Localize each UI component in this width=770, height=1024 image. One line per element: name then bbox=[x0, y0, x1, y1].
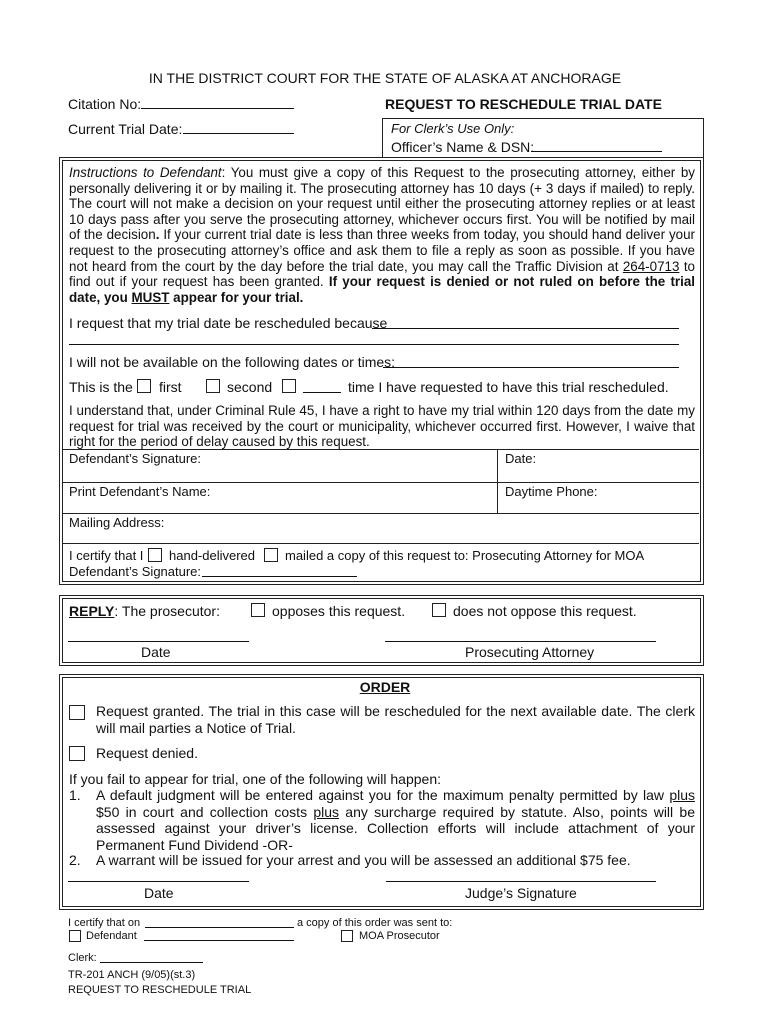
instructions-warning: date, you bbox=[69, 289, 132, 305]
order-date-input[interactable] bbox=[68, 881, 249, 882]
instructions-line: If your current trial date is less than three weeks from today, you should hand deliver your bbox=[159, 227, 696, 243]
instructions-line: not heard from the court by the day before the trial date, you may call the Traffic Division at bbox=[69, 258, 623, 274]
order-title: ORDER bbox=[359, 679, 411, 695]
citation-label: Citation No: bbox=[68, 96, 142, 112]
item2-text: A warrant will be issued for your arrest and you will be assessed an additional $75 fee. bbox=[96, 852, 631, 868]
item1-line: $50 in court and collection costs bbox=[96, 803, 314, 820]
instructions-line: request to the prosecuting attorney’s office and ask them to file a reply as soon as possible. If you have bbox=[69, 242, 695, 258]
mailing-address-label: Mailing Address: bbox=[69, 515, 165, 530]
clerk-label: Clerk: bbox=[68, 952, 97, 964]
instructions-lead: Instructions to Defendant bbox=[69, 165, 222, 180]
certify-label: I certify that I bbox=[69, 548, 144, 563]
form-title: REQUEST TO RESCHEDULE TRIAL DATE bbox=[385, 96, 662, 112]
print-name-label: Print Defendant’s Name: bbox=[69, 484, 211, 499]
prosecuting-attorney-label: Prosecuting Attorney bbox=[465, 644, 595, 660]
current-trial-input[interactable] bbox=[183, 133, 294, 134]
first-label: first bbox=[159, 379, 182, 395]
item1-line: Permanent Fund Dividend -OR- bbox=[96, 836, 293, 853]
defendant-checkbox[interactable] bbox=[69, 930, 81, 942]
defendant-signature2-label: Defendant’s Signature: bbox=[69, 564, 202, 579]
reply-date-input[interactable] bbox=[68, 641, 249, 642]
item1-line: A default judgment will be entered against you for the maximum penalty permitted by law bbox=[96, 787, 670, 803]
fail-intro: If you fail to appear for trial, one of the following will happen: bbox=[69, 771, 441, 787]
traffic-phone-link[interactable]: 264-0713 bbox=[622, 258, 680, 274]
grid-divider bbox=[62, 482, 699, 483]
opposes-checkbox[interactable] bbox=[251, 603, 265, 617]
defendant-address-input[interactable] bbox=[144, 940, 294, 941]
item1-plus: plus bbox=[313, 803, 340, 820]
instructions-warning: appear for your trial. bbox=[169, 289, 304, 305]
certify-date-input[interactable] bbox=[145, 927, 294, 928]
reason-input-line2[interactable] bbox=[69, 344, 679, 345]
instructions-warning: If your request is denied or not ruled on before the trial bbox=[328, 274, 696, 290]
item1-plus: plus bbox=[669, 787, 695, 803]
does-not-oppose-checkbox[interactable] bbox=[432, 603, 446, 617]
first-checkbox[interactable] bbox=[137, 379, 151, 393]
denied-checkbox[interactable] bbox=[69, 746, 85, 761]
item1-line: assessed against your driver’s license. Collection efforts will include attachment of your bbox=[96, 820, 695, 836]
instructions-line: to bbox=[679, 258, 695, 274]
hand-delivered-checkbox[interactable] bbox=[148, 548, 162, 562]
instructions-line: The court will not make a decision on your request until either the prosecuting attorney replies or at least bbox=[69, 196, 695, 212]
judge-signature-input[interactable] bbox=[386, 881, 656, 882]
reason-input[interactable] bbox=[372, 328, 679, 329]
date-label: Date: bbox=[505, 451, 537, 466]
instructions bbox=[69, 165, 695, 305]
waiver-line: request for trial was received by the court or municipality, whichever occurred first. However, I waive that bbox=[69, 418, 695, 434]
reply-label bbox=[69, 603, 220, 620]
mailed-label: mailed a copy of this request to: Prosecuting Attorney for MOA bbox=[285, 548, 645, 563]
instructions-line: of the decision bbox=[69, 227, 156, 243]
current-trial-label: Current Trial Date: bbox=[68, 121, 183, 137]
reason-label: I request that my trial date be rescheduled because bbox=[69, 315, 388, 331]
form-name: REQUEST TO RESCHEDULE TRIAL bbox=[68, 984, 252, 996]
instructions-line: personally delivering it or by mailing it. The prosecuting attorney has 10 days (+ 3 days if mailed) to reply. bbox=[69, 180, 695, 196]
instructions-must: MUST bbox=[131, 289, 170, 305]
second-checkbox[interactable] bbox=[206, 379, 220, 393]
moa-prosecutor-label: MOA Prosecutor bbox=[359, 930, 440, 942]
does-not-oppose-label: does not oppose this request. bbox=[453, 603, 637, 619]
granted-text bbox=[96, 703, 695, 737]
reply-heading: REPLY bbox=[69, 603, 115, 619]
instructions-line: find out if your request has been granted. bbox=[69, 274, 329, 290]
clerk-input[interactable] bbox=[100, 962, 203, 963]
instructions-period: . bbox=[155, 227, 160, 243]
certify-on-label: I certify that on bbox=[68, 917, 141, 929]
unavailable-input[interactable] bbox=[383, 367, 679, 368]
moa-prosecutor-checkbox[interactable] bbox=[341, 930, 353, 942]
denied-label: Request denied. bbox=[96, 745, 198, 761]
second-label: second bbox=[227, 379, 273, 395]
opposes-label: opposes this request. bbox=[272, 603, 406, 619]
court-title: IN THE DISTRICT COURT FOR THE STATE OF ALASKA AT ANCHORAGE bbox=[148, 70, 622, 86]
grid-divider-vertical bbox=[497, 449, 498, 513]
prosecuting-attorney-input[interactable] bbox=[385, 641, 656, 642]
grid-divider bbox=[62, 449, 699, 450]
item1-text bbox=[96, 787, 695, 853]
item2-number: 2. bbox=[69, 852, 81, 868]
officer-input[interactable] bbox=[531, 151, 662, 152]
grid-divider bbox=[62, 513, 699, 514]
officer-label: Officer’s Name & DSN: bbox=[391, 139, 535, 155]
copy-sent-label: a copy of this order was sent to: bbox=[297, 917, 453, 929]
other-checkbox[interactable] bbox=[282, 379, 296, 393]
this-is-the-label: This is the bbox=[69, 379, 133, 395]
waiver-text bbox=[69, 403, 695, 450]
item1-line: any surcharge required by statute. Also, points will be bbox=[339, 803, 695, 820]
unavailable-label: I will not be available on the following dates or times: bbox=[69, 354, 396, 370]
grid-divider bbox=[62, 543, 699, 544]
other-count-input[interactable] bbox=[303, 392, 341, 393]
daytime-phone-label: Daytime Phone: bbox=[505, 484, 598, 499]
defendant-label: Defendant bbox=[86, 930, 137, 942]
citation-input[interactable] bbox=[141, 108, 294, 109]
mailed-checkbox[interactable] bbox=[264, 548, 278, 562]
reply-date-label: Date bbox=[141, 644, 171, 660]
granted-checkbox[interactable] bbox=[69, 705, 85, 720]
waiver-line: right for the period of delay caused by this request. bbox=[69, 434, 370, 450]
defendant-signature-label: Defendant’s Signature: bbox=[69, 451, 202, 466]
waiver-line: I understand that, under Criminal Rule 45, I have a right to have my trial within 120 days from the date my bbox=[69, 403, 695, 418]
defendant-signature2-input[interactable] bbox=[202, 576, 357, 577]
granted-line: Request granted. The trial in this case will be rescheduled for the next available date. The clerk bbox=[96, 703, 695, 719]
hand-delivered-label: hand-delivered bbox=[169, 548, 256, 563]
instructions-line: : You must give a copy of this Request to the prosecuting attorney, either by bbox=[221, 165, 695, 180]
granted-line: will mail parties a Notice of Trial. bbox=[96, 720, 296, 736]
judge-signature-label: Judge’s Signature bbox=[465, 885, 577, 901]
prosecutor-label: : The prosecutor: bbox=[114, 603, 220, 619]
order-date-label: Date bbox=[144, 885, 174, 901]
time-requested-label: time I have requested to have this trial rescheduled. bbox=[348, 379, 669, 395]
item1-number: 1. bbox=[69, 787, 81, 803]
clerk-use-label: For Clerk’s Use Only: bbox=[391, 121, 515, 136]
form-number: TR-201 ANCH (9/05)(st.3) bbox=[68, 969, 196, 981]
instructions-line: 10 days pass after you serve the prosecuting attorney, whichever occurs first. You will be notified by mail bbox=[69, 211, 695, 227]
